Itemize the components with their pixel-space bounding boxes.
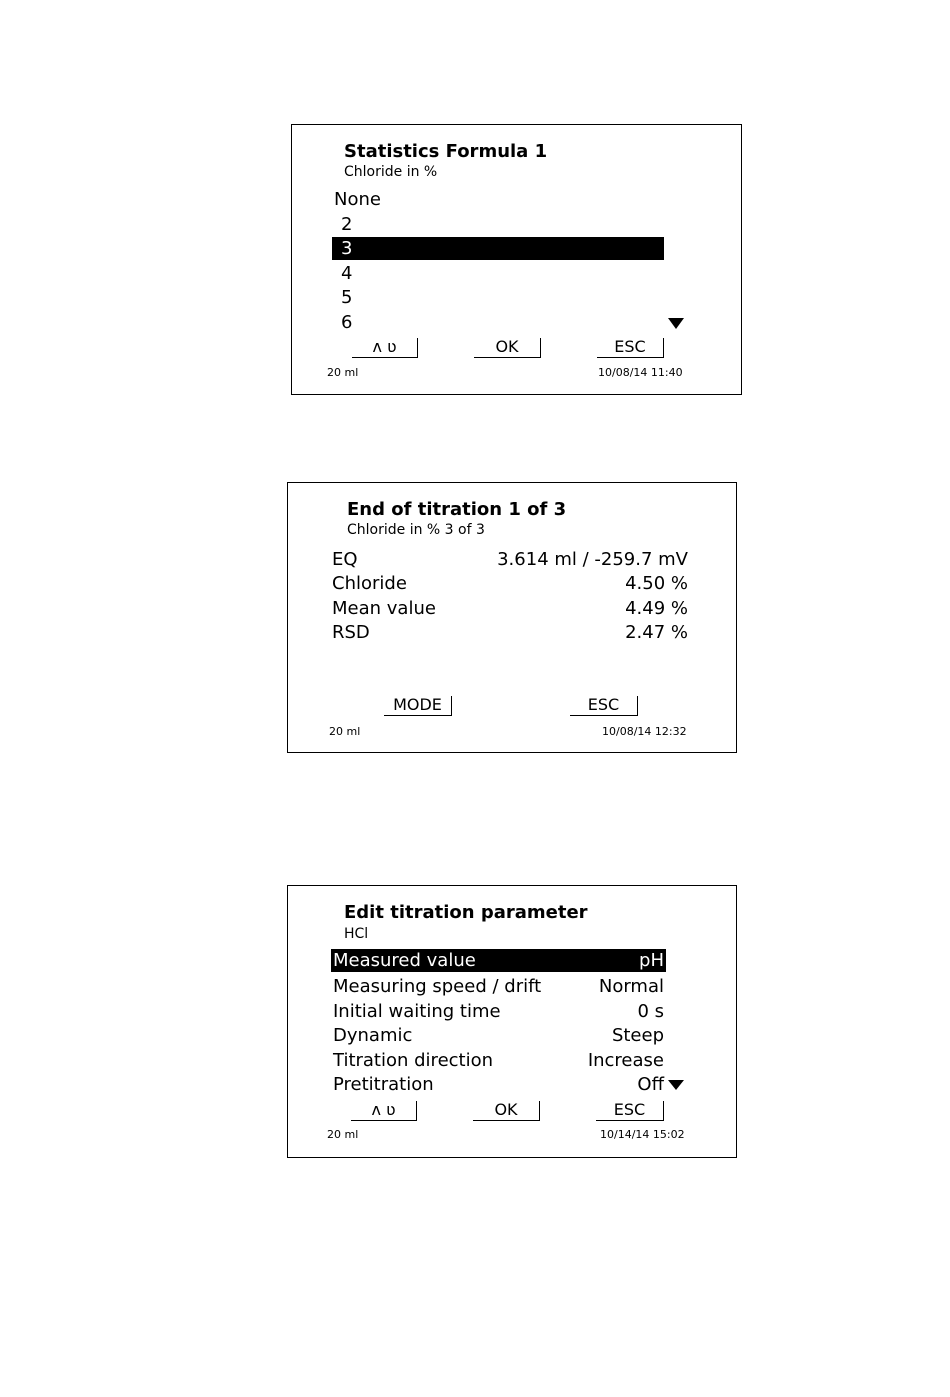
result-value: 4.50 %: [625, 573, 688, 594]
datetime-status: 10/08/14 11:40: [598, 366, 683, 379]
param-label: Measuring speed / drift: [333, 976, 542, 997]
list-item-3-selected[interactable]: [332, 237, 664, 260]
param-row-initial-waiting-time[interactable]: [331, 1000, 666, 1023]
up-down-softkey[interactable]: ʌ ʋ: [351, 1101, 417, 1121]
datetime-status: 10/08/14 12:32: [602, 725, 687, 738]
volume-status: 20 ml: [327, 366, 359, 379]
param-value: pH: [639, 950, 664, 971]
param-label: Measured value: [333, 950, 476, 971]
param-label: Dynamic: [333, 1025, 413, 1046]
esc-softkey[interactable]: ESC: [596, 1101, 664, 1121]
screen-subtitle: Chloride in % 3 of 3: [347, 522, 485, 538]
volume-status: 20 ml: [329, 725, 361, 738]
scroll-down-icon[interactable]: [668, 318, 684, 329]
param-row-measuring-speed-drift[interactable]: [331, 975, 666, 998]
list-item-2[interactable]: [332, 213, 664, 236]
param-row-dynamic[interactable]: [331, 1024, 666, 1047]
list-item-label: 2: [341, 214, 353, 235]
ok-softkey[interactable]: OK: [473, 1101, 540, 1121]
result-label: RSD: [332, 622, 370, 643]
list-item-label: 4: [341, 263, 353, 284]
screen-subtitle: Chloride in %: [344, 164, 438, 180]
result-value: 4.49 %: [625, 598, 688, 619]
result-value: 2.47 %: [625, 622, 688, 643]
esc-softkey[interactable]: ESC: [597, 338, 664, 358]
result-label: Mean value: [332, 598, 436, 619]
result-row-eq: [330, 548, 690, 571]
list-item-6[interactable]: [332, 311, 664, 334]
param-label: Titration direction: [333, 1050, 494, 1071]
edit-titration-parameter-screen: [287, 885, 737, 1158]
ok-softkey[interactable]: OK: [474, 338, 541, 358]
param-label: Pretitration: [333, 1074, 434, 1095]
result-value: 3.614 ml / -259.7 mV: [497, 549, 688, 570]
param-row-measured-value[interactable]: [331, 949, 666, 972]
param-value: Off: [637, 1074, 664, 1095]
end-of-titration-screen: [287, 482, 737, 753]
statistics-formula-screen: [291, 124, 742, 395]
param-value: Normal: [598, 976, 664, 997]
list-item-none[interactable]: [332, 188, 664, 211]
result-row-chloride: [330, 572, 690, 595]
param-value: Steep: [611, 1025, 664, 1046]
list-item-4[interactable]: [332, 262, 664, 285]
volume-status: 20 ml: [327, 1128, 359, 1141]
list-item-5[interactable]: [332, 286, 664, 309]
list-item-label: 6: [341, 312, 353, 333]
param-value: Increase: [587, 1050, 664, 1071]
esc-softkey[interactable]: ESC: [570, 696, 638, 716]
screen-title: Statistics Formula 1: [344, 141, 548, 162]
param-row-titration-direction[interactable]: [331, 1049, 666, 1072]
result-row-rsd: [330, 621, 690, 644]
result-label: EQ: [332, 549, 358, 570]
scroll-down-icon[interactable]: [668, 1080, 684, 1090]
param-value: 0 s: [637, 1001, 664, 1022]
list-item-label: 3: [341, 238, 353, 259]
result-row-mean-value: [330, 597, 690, 620]
list-item-label: None: [334, 189, 381, 210]
mode-softkey[interactable]: MODE: [384, 696, 452, 716]
param-label: Initial waiting time: [333, 1001, 501, 1022]
up-down-softkey[interactable]: ʌ ʋ: [352, 338, 418, 358]
screen-title: End of titration 1 of 3: [347, 499, 567, 520]
result-label: Chloride: [332, 573, 407, 594]
screen-title: Edit titration parameter: [344, 902, 588, 923]
param-row-pretitration[interactable]: [331, 1073, 666, 1096]
screen-subtitle: HCl: [344, 926, 369, 942]
list-item-label: 5: [341, 287, 353, 308]
datetime-status: 10/14/14 15:02: [600, 1128, 685, 1141]
